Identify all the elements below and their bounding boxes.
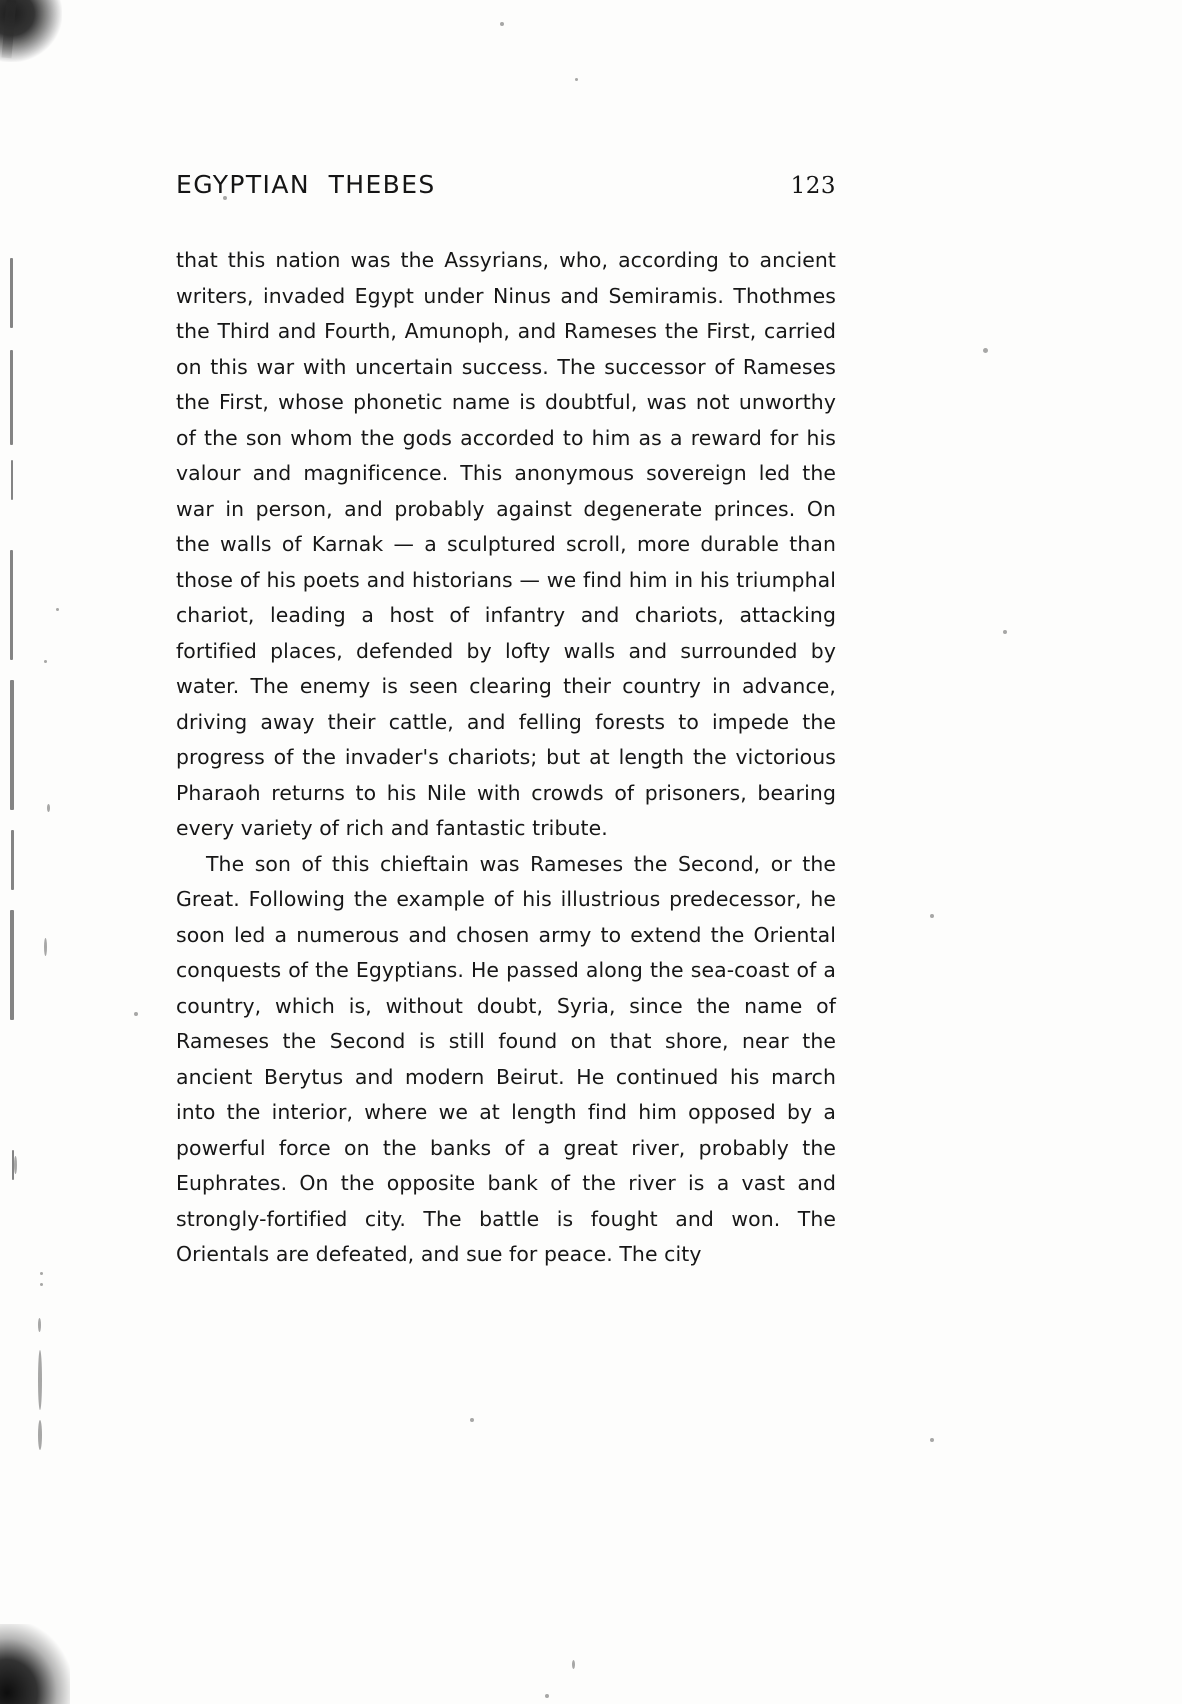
scan-speck: [575, 78, 578, 81]
page-text-body: [176, 170, 836, 1273]
scan-speck: [470, 1418, 474, 1422]
scan-speck: [47, 804, 50, 812]
paragraph: The son of this chieftain was Rameses the Second, or the Great. Following the example of his illustrious predecessor, he soon led a numerous and chosen army to extend the Oriental conquests of the Egyptians. He passed along the sea-coast of a country, which is, without doubt, Syria, since the name of Rameses the Second is still found on that shore, near the ancient Berytus and modern Beirut. He continued his march into the interior, where we at length find him opposed by a powerful force on the banks of a great river, probably the Euphrates. On the opposite bank of the river is a vast and strongly-fortified city. The battle is fought and won. The Orientals are defeated, and sue for peace. The city: [176, 851, 836, 1266]
scan-speck: [14, 1156, 17, 1174]
scan-speck: [500, 22, 504, 26]
scan-speck: [930, 914, 934, 918]
scan-speck: [983, 348, 988, 353]
scan-speck: [38, 1350, 42, 1410]
scan-speck: [545, 1694, 549, 1698]
running-header: [176, 170, 836, 199]
scan-speck: [38, 1318, 41, 1332]
scan-speck: [56, 608, 59, 611]
scan-speck: [134, 1012, 138, 1016]
scan-speck: [40, 1272, 43, 1275]
scan-speck: [40, 1283, 43, 1286]
page-title: EGYPTIAN THEBES: [176, 170, 436, 199]
scan-speck: [572, 1660, 575, 1669]
scan-speck: [44, 938, 47, 956]
scan-speck: [1003, 630, 1007, 634]
scan-speck: [38, 1420, 42, 1450]
scan-edge-smudge-top-icon: [0, 0, 62, 62]
scan-speck: [44, 660, 47, 663]
paragraph: that this nation was the Assyrians, who, according to ancient writers, invaded Egypt under Ninus and Semiramis. Thothmes the Third and Fourth, Amunoph, and Rameses the First, carried on this war with uncertain success. The successor of Rameses the First, whose phonetic name is doubtful, was not unworthy of the son whom the gods accorded to him as a reward for his valour and magnificence. This anonymous sovereign led the war in person, and probably against degenerate princes. On the walls of Karnak — a sculptured scroll, more durable than those of his poets and historians — we find him in his triumphal chariot, leading a host of infantry and chariots, attacking fortified places, defended by lofty walls and surrounded by water. The enemy is seen clearing their country in advance, driving away their cattle, and felling forests to impede the progress of the invader's chariots; but at length the victorious Pharaoh returns to his Nile with crowds of prisoners, bearing every variety of rich and fantastic tribute.: [176, 248, 836, 840]
scan-edge-smudge-bottom-icon: [0, 1624, 70, 1704]
page-number: 123: [790, 173, 836, 199]
scan-speck: [930, 1438, 934, 1442]
gutter-scan-marks: [8, 250, 24, 1180]
